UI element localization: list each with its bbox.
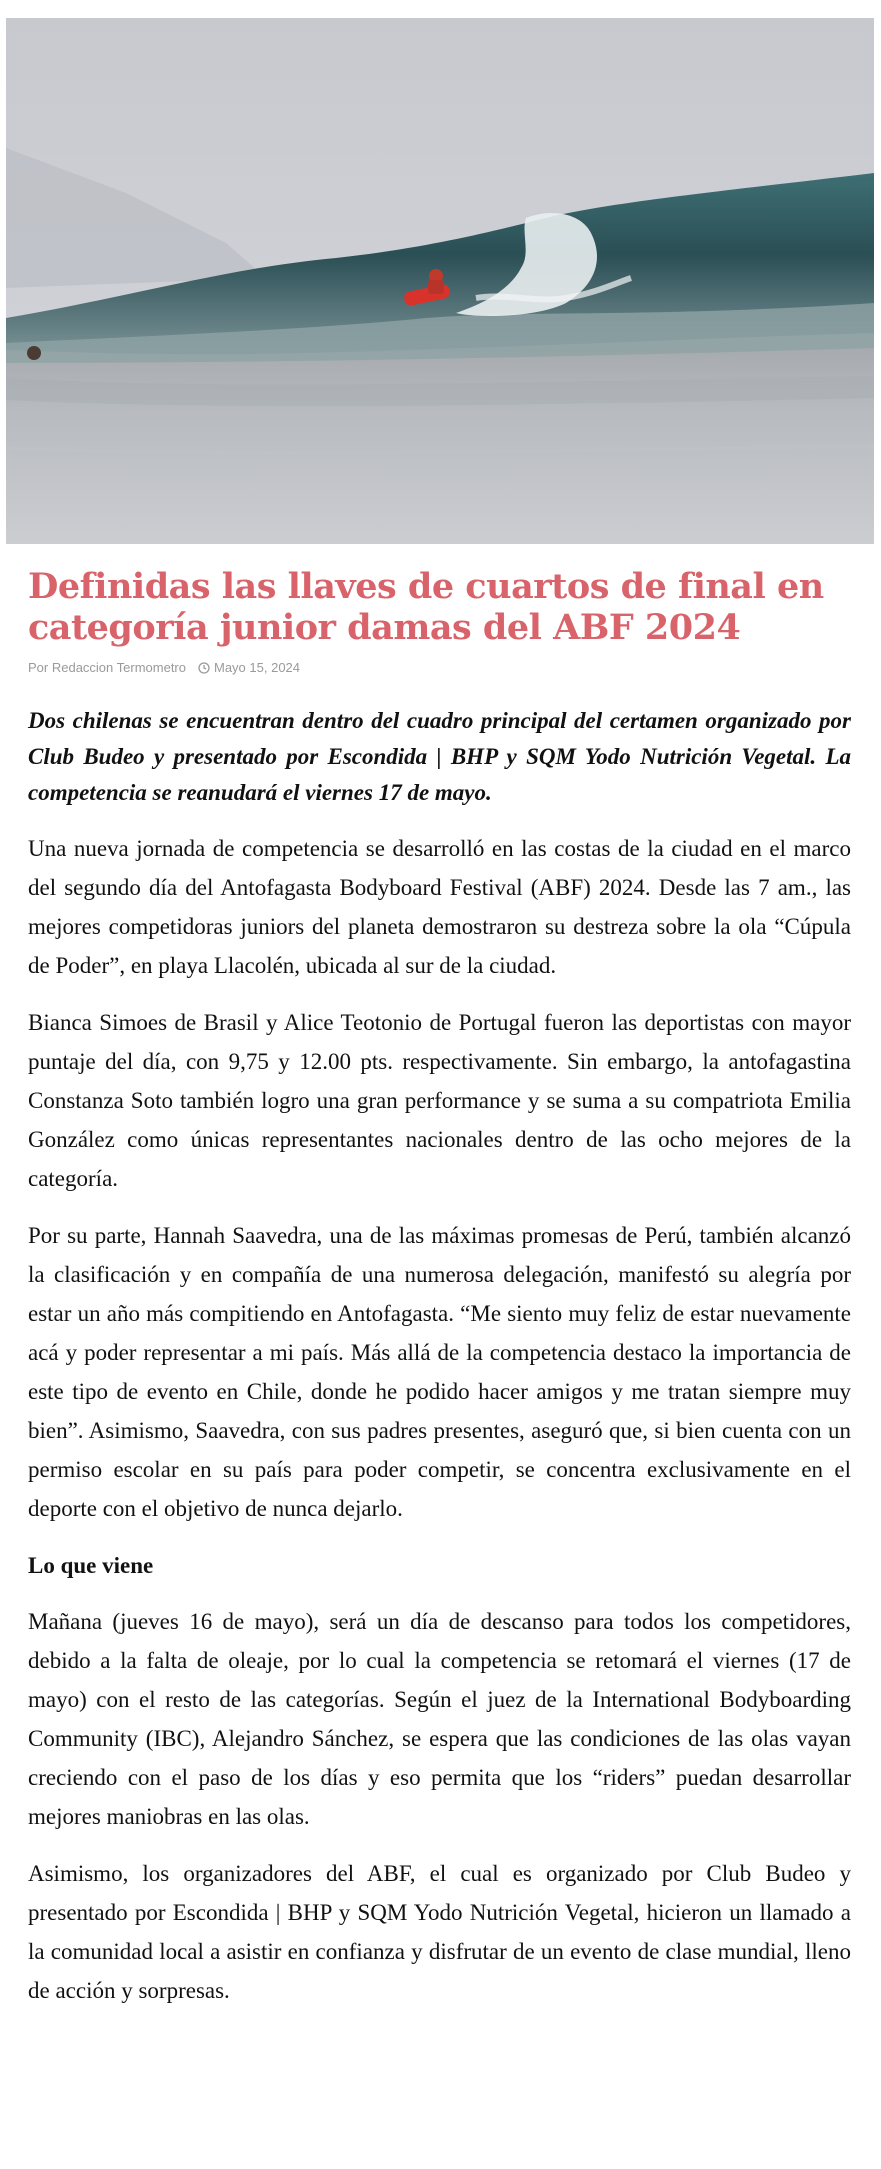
article-meta xyxy=(28,660,851,675)
paragraph: Por su parte, Hannah Saavedra, una de las máximas promesas de Perú, también alcanzó la clasificación y en compañía de una numerosa delegación, manifestó su alegría por estar un año más compitiendo en Antofagasta. “Me siento muy feliz de estar nuevamente acá y poder representar a mi país. Más allá de la competencia destaco la importancia de este tipo de evento en Chile, donde he podido hacer amigos y me tratan siempre muy bien”. Asimismo, Saavedra, con sus padres presentes, aseguró que, si bien cuenta con un permiso escolar en su país para poder competir, se concentra exclusivamente en el deporte con el objetivo de nunca dejarlo. xyxy=(28,1223,851,1521)
paragraph: Bianca Simoes de Brasil y Alice Teotonio de Portugal fueron las deportistas con mayor puntaje del día, con 9,75 y 12.00 pts. respectivamente. Sin embargo, la antofagastina Constanza Soto también logro una gran performance y se suma a su compatriota Emilia González como únicas representantes nacionales dentro de las ocho mejores de la categoría. xyxy=(28,1010,851,1191)
paragraph: Mañana (jueves 16 de mayo), será un día de descanso para todos los competidores, debido a la falta de oleaje, por lo cual la competencia se retomará el viernes (17 de mayo) con el resto de las categorías. Según el juez de la International Bodyboarding Community (IBC), Alejandro Sánchez, se espera que las condiciones de las olas vayan creciendo con el paso de los días y eso permita que los “riders” puedan desarrollar mejores maniobras en las olas. xyxy=(28,1609,851,1829)
article xyxy=(28,566,851,2010)
section-heading: Lo que viene xyxy=(28,1553,154,1578)
author-link[interactable]: Por Redaccion Termometro xyxy=(28,660,186,675)
publish-date xyxy=(198,660,300,675)
clock-icon xyxy=(198,662,210,674)
article-title: Definidas las llaves de cuartos de final en categoría junior damas del ABF 2024 xyxy=(28,566,824,648)
wave-photo xyxy=(6,18,874,544)
paragraph: Asimismo, los organizadores del ABF, el cual es organizado por Club Budeo y presentado por Escondida | BHP y SQM Yodo Nutrición Vegetal, hicieron un llamado a la comunidad local a asistir en confianza y disfrutar de un evento de clase mundial, lleno de acción y sorpresas. xyxy=(28,1861,851,2003)
paragraph: Una nueva jornada de competencia se desarrolló en las costas de la ciudad en el marco del segundo día del Antofagasta Bodyboard Festival (ABF) 2024. Desde las 7 am., las mejores competidoras juniors del planeta demostraron su destreza sobre la ola “Cúpula de Poder”, en playa Llacolén, ubicada al sur de la ciudad. xyxy=(28,836,851,978)
date-text: Mayo 15, 2024 xyxy=(214,660,301,675)
hero-image xyxy=(6,18,874,544)
article-lead: Dos chilenas se encuentran dentro del cuadro principal del certamen organizado por Club Budeo y presentado por Escondida | BHP y SQM Yodo Nutrición Vegetal. La competencia se reanudará el viernes 17 de mayo. xyxy=(28,708,851,805)
